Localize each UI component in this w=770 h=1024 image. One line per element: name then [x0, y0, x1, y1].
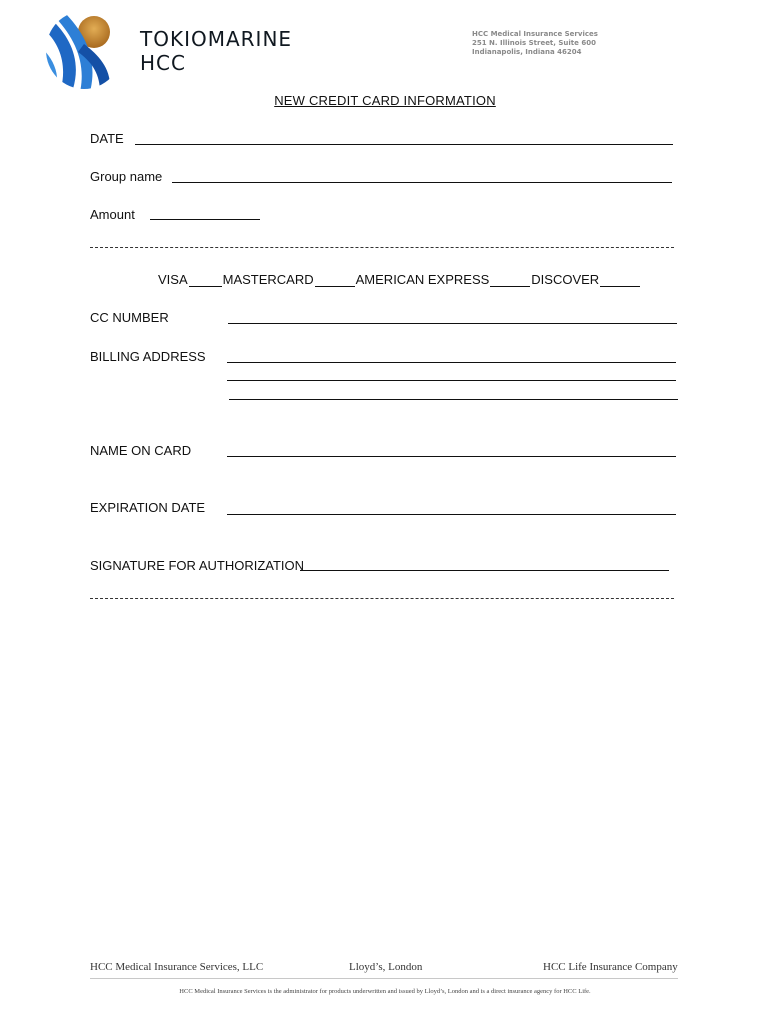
brand-name-line1: TOKIOMARINE — [140, 27, 293, 51]
discover-checkbox[interactable] — [600, 273, 640, 287]
footer-right: HCC Life Insurance Company — [543, 961, 678, 973]
amex-label: AMERICAN EXPRESS — [355, 272, 490, 287]
mastercard-checkbox[interactable] — [315, 273, 355, 287]
address-line: Indianapolis, Indiana 46204 — [472, 48, 582, 56]
date-field[interactable] — [135, 144, 673, 145]
date-label: DATE — [90, 131, 124, 146]
billing-address-label: BILLING ADDRESS — [90, 349, 206, 364]
amex-checkbox[interactable] — [490, 273, 530, 287]
address-line: HCC Medical Insurance Services — [472, 30, 598, 38]
amount-field[interactable] — [150, 219, 260, 220]
group-name-field[interactable] — [172, 182, 672, 183]
name-on-card-field[interactable] — [227, 456, 676, 457]
company-logo — [42, 8, 292, 90]
globe-logo-icon — [42, 8, 126, 90]
separator-dashed — [90, 247, 674, 248]
footer-rule — [90, 978, 678, 979]
visa-checkbox[interactable] — [189, 273, 222, 287]
separator-dashed — [90, 598, 674, 599]
brand-name-line2: HCC — [140, 51, 186, 75]
mastercard-label: MASTERCARD — [222, 272, 314, 287]
visa-label: VISA — [158, 272, 188, 287]
address-block — [472, 30, 598, 57]
group-name-label: Group name — [90, 169, 163, 184]
card-type-row — [158, 272, 641, 287]
billing-address-field-1[interactable] — [227, 362, 676, 363]
signature-field[interactable] — [300, 570, 669, 571]
expiration-date-label: EXPIRATION DATE — [90, 500, 206, 515]
cc-number-label: CC NUMBER — [90, 310, 169, 325]
address-line: 251 N. Illinois Street, Suite 600 — [472, 39, 596, 47]
footer-note: HCC Medical Insurance Services is the administrator for products underwritten and issued by Lloyd’s, London and is a direct insurance agency for HCC Life. — [179, 988, 591, 995]
expiration-date-field[interactable] — [227, 514, 676, 515]
billing-address-field-2[interactable] — [227, 380, 676, 381]
signature-label: SIGNATURE FOR AUTHORIZATION — [90, 558, 305, 573]
amount-label: Amount — [90, 207, 135, 222]
discover-label: DISCOVER — [531, 272, 600, 287]
footer-left: HCC Medical Insurance Services, LLC — [90, 961, 264, 973]
billing-address-field-3[interactable] — [229, 399, 678, 400]
footer-center: Lloyd’s, London — [349, 961, 423, 973]
name-on-card-label: NAME ON CARD — [90, 443, 192, 458]
form-title: NEW CREDIT CARD INFORMATION — [274, 93, 496, 108]
cc-number-field[interactable] — [228, 323, 677, 324]
